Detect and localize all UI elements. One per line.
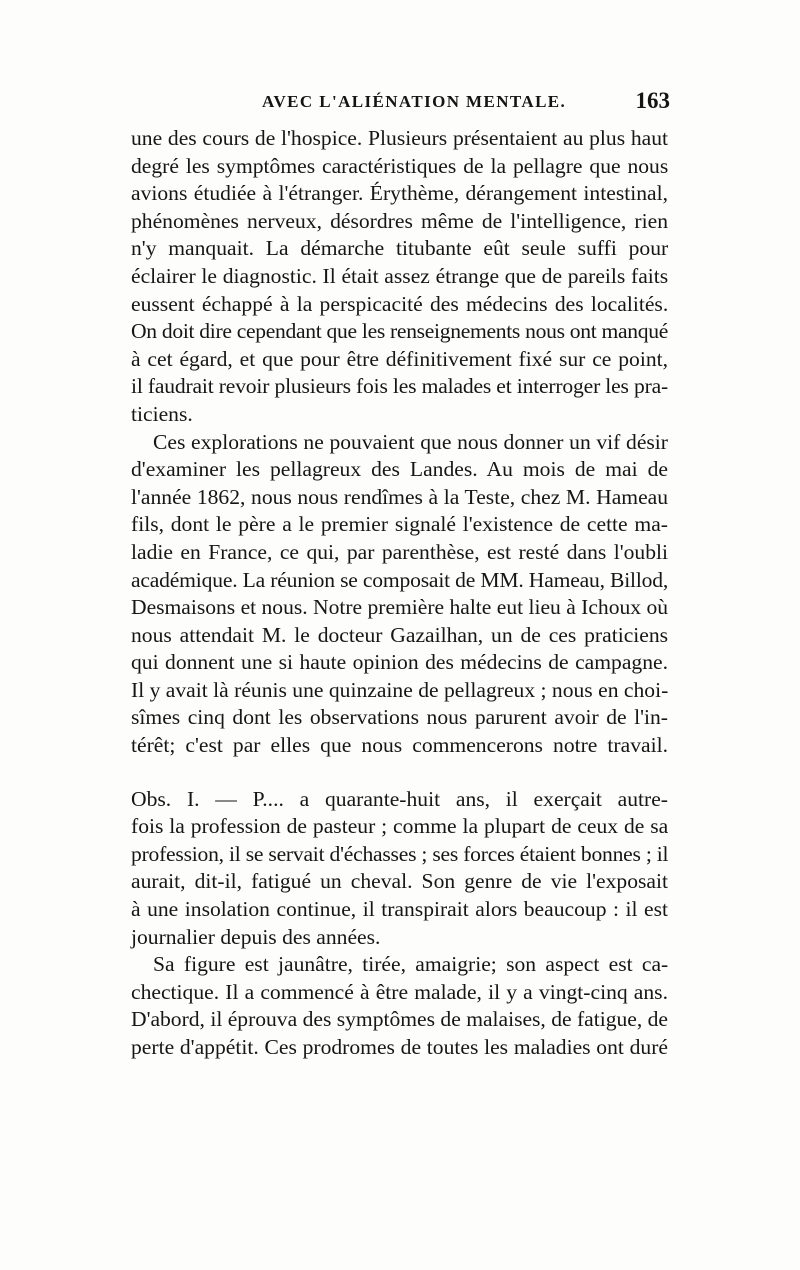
text-line: une des cours de l'hospice. Plusieurs présentaient au plus haut: [131, 126, 669, 150]
text-line: Il y avait là réunis une quinzaine de pellagreux ; nous en choi-: [131, 677, 669, 702]
text-line: Obs. I. — P.... a quarante-huit ans, il exerçait autre-: [131, 786, 668, 811]
text-line: éclairer le diagnostic. Il était assez étrange que de pareils faits: [131, 263, 669, 288]
text-line: d'examiner les pellagreux des Landes. Au mois de mai de: [131, 457, 668, 482]
text-line: fois la profession de pasteur ; comme la plupart de ceux de sa: [131, 814, 669, 839]
text-line: phénomènes nerveux, désordres même de l'intelligence, rien: [131, 208, 668, 233]
running-title: AVEC L'ALIÉNATION MENTALE.: [262, 92, 567, 111]
paragraph: [131, 125, 668, 429]
page-number: 163: [635, 88, 670, 113]
text-line: nous attendait M. le docteur Gazailhan, un de ces praticiens: [131, 622, 669, 647]
text-line: D'abord, il éprouva des symptômes de malaises, de fatigue, de: [131, 1007, 668, 1032]
text-line: aurait, dit-il, fatigué un cheval. Son genre de vie l'exposait: [131, 869, 668, 894]
text-line: eussent échappé à la perspicacité des médecins des localités.: [131, 291, 669, 316]
text-line: à une insolation continue, il transpirait alors beaucoup : il est: [131, 897, 668, 922]
text-line: l'année 1862, nous nous rendîmes à la Teste, chez M. Hameau: [131, 484, 669, 509]
text-line: académique. La réunion se composait de MM. Hameau, Billod,: [131, 567, 669, 592]
text-line: chectique. Il a commencé à être malade, il y a vingt-cinq ans.: [131, 979, 668, 1004]
text-line: perte d'appétit. Ces prodromes de toutes les maladies ont duré: [131, 1035, 668, 1059]
text-line: fils, dont le père a le premier signalé l'existence de cette ma-: [131, 512, 668, 537]
text-line: ticiens.: [131, 401, 193, 426]
observation-paragraph: [131, 786, 668, 952]
text-line: Sa figure est jaunâtre, tirée, amaigrie; son aspect est ca-: [153, 952, 669, 977]
section-spacer: [131, 760, 668, 786]
text-line: il faudrait revoir plusieurs fois les malades et interroger les pra-: [131, 374, 669, 399]
text-line: profession, il se servait d'échasses ; ses forces étaient bonnes ; il: [131, 841, 669, 866]
body-text: [131, 125, 668, 1062]
text-line: avions étudiée à l'étranger. Érythème, dérangement intestinal,: [131, 181, 668, 206]
paragraph: [131, 429, 668, 760]
paragraph: [131, 951, 668, 1061]
text-line: à cet égard, et que pour être définitivement fixé sur ce point,: [131, 346, 669, 371]
text-line: journalier depuis des années.: [131, 924, 381, 949]
text-line: Desmaisons et nous. Notre première halte eut lieu à Ichoux où: [131, 595, 668, 620]
text-line: n'y manquait. La démarche titubante eût seule suffi pour: [131, 236, 669, 261]
text-line: degré les symptômes caractéristiques de la pellagre que nous: [131, 153, 669, 178]
text-line: qui donnent une si haute opinion des médecins de campagne.: [131, 650, 668, 675]
text-line: ladie en France, ce qui, par parenthèse, est resté dans l'oubli: [131, 539, 668, 564]
text-line: On doit dire cependant que les renseignements nous ont manqué: [131, 319, 668, 344]
text-line: térêt; c'est par elles que nous commencerons notre travail.: [131, 733, 668, 758]
text-line: sîmes cinq dont les observations nous parurent avoir de l'in-: [131, 705, 668, 730]
running-head: [130, 88, 670, 122]
text-line: Ces explorations ne pouvaient que nous donner un vif désir: [153, 429, 668, 454]
